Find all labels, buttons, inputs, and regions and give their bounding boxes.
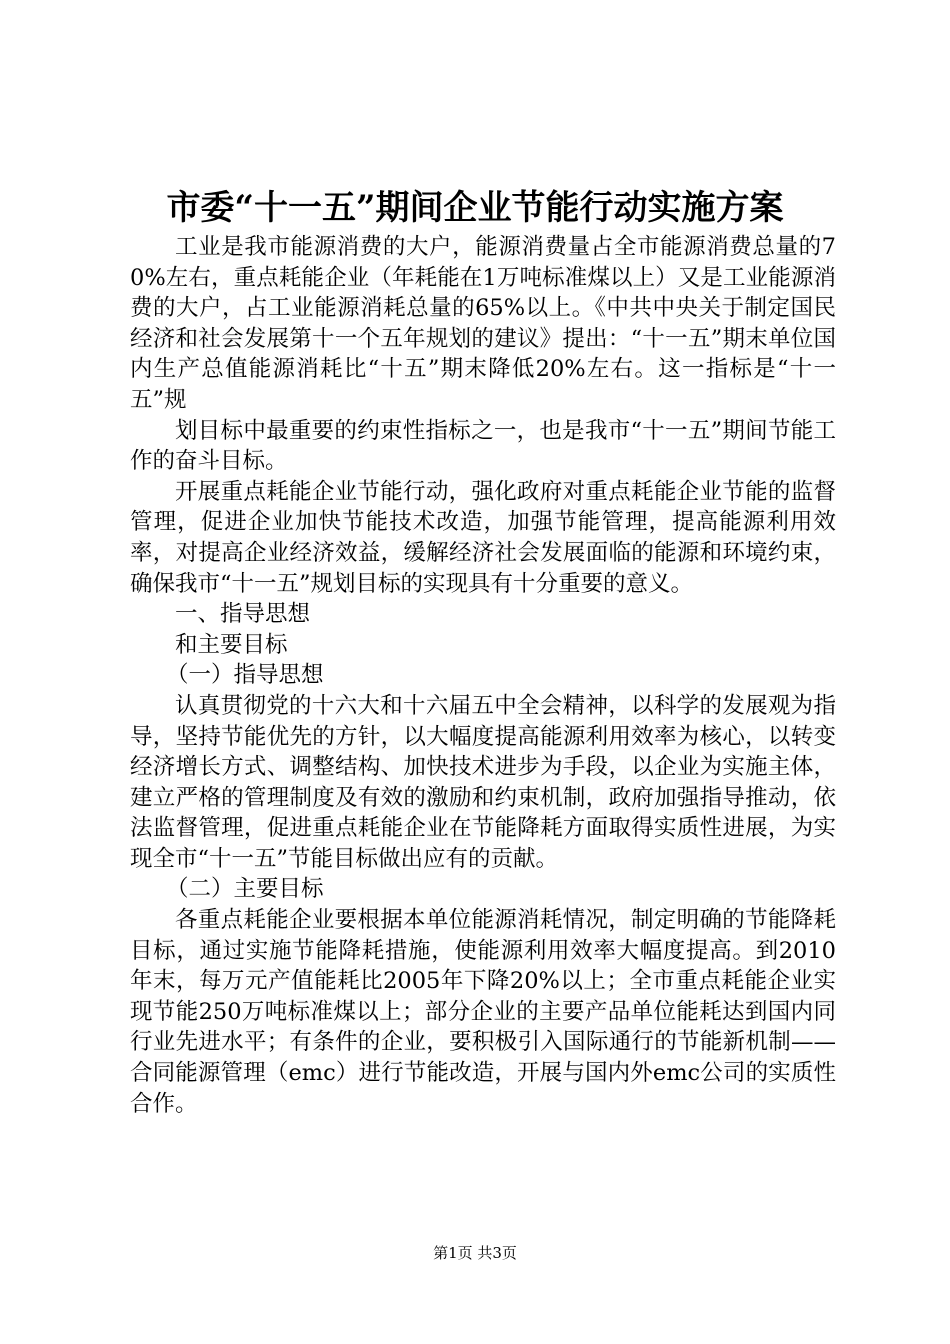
subsection-heading-main-goals: （二）主要目标 xyxy=(166,876,324,903)
section-heading-1-continued: 和主要目标 xyxy=(175,631,288,658)
paragraph-significance: 开展重点耗能企业节能行动，强化政府对重点耗能企业节能的监督管理，促进企业加快节能技术改造，加强节能管理，提高能源利用效率，对提高企业经济效益，缓解经济社会发展面临的能源和环境约束，确保我市“十一五”规划目标的实现具有十分重要的意义。 xyxy=(130,478,836,597)
document-title: 市委“十一五”期间企业节能行动实施方案 xyxy=(166,188,784,228)
subsection-heading-guiding-ideology: （一）指导思想 xyxy=(166,662,324,689)
paragraph-main-goals: 各重点耗能企业要根据本单位能源消耗情况，制定明确的节能降耗目标，通过实施节能降耗措施，使能源利用效率大幅度提高。到2010年末，每万元产值能耗比2005年下降20%以上；全市重点耗能企业实现节能250万吨标准煤以上；部分企业的主要产品单位能耗达到国内同行业先进水平；有条件的企业，要积极引入国际通行的节能新机制——合同能源管理（emc）进行节能改造，开展与国内外emc公司的实质性合作。 xyxy=(130,907,836,1117)
paragraph-intro-continued: 划目标中最重要的约束性指标之一，也是我市“十一五”期间节能工作的奋斗目标。 xyxy=(130,417,836,475)
section-heading-1: 一、指导思想 xyxy=(175,601,311,628)
paragraph-guiding-ideology: 认真贯彻党的十六大和十六届五中全会精神，以科学的发展观为指导，坚持节能优先的方针，以大幅度提高能源利用效率为核心，以转变经济增长方式、调整结构、加快技术进步为手段，以企业为实施主体，建立严格的管理制度及有效的激励和约束机制，政府加强指导推动，依法监督管理，促进重点耗能企业在节能降耗方面取得实质性进展，为实现全市“十一五”节能目标做出应有的贡献。 xyxy=(130,692,836,872)
document-body xyxy=(130,232,836,1119)
paragraph-intro: 工业是我市能源消费的大户，能源消费量占全市能源消费总量的70%左右，重点耗能企业（年耗能在1万吨标准煤以上）又是工业能源消费的大户，占工业能源消耗总量的65%以上。《中共中央关于制定国民经济和社会发展第十一个五年规划的建议》提出：“十一五”期末单位国内生产总值能源消耗比“十五”期末降低20%左右。这一指标是“十一五”规 xyxy=(130,234,836,413)
page-footer: 第1页 共3页 xyxy=(433,1244,517,1262)
